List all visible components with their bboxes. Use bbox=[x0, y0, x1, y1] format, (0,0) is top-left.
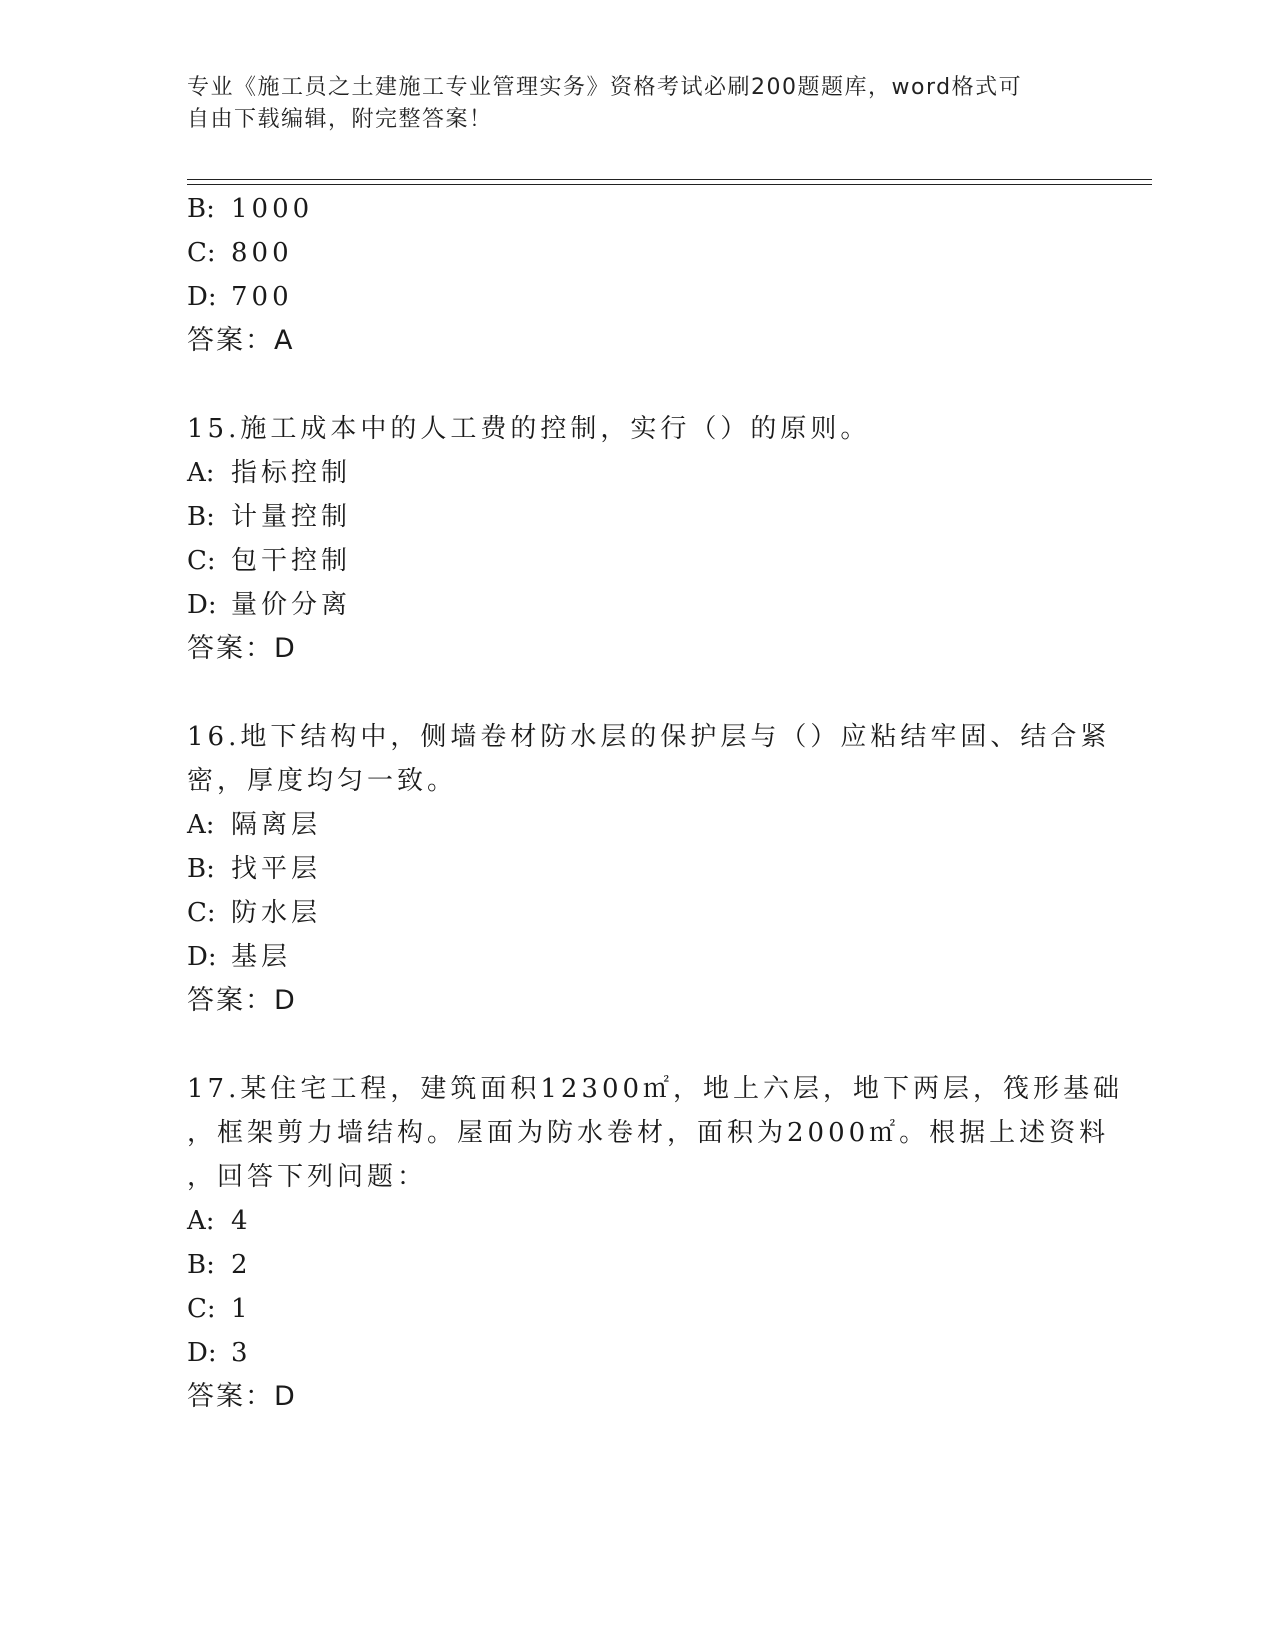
option-d bbox=[187, 588, 351, 622]
option-text: 1000 bbox=[231, 194, 314, 224]
question-stem-17-line-2: ，框架剪力墙结构。屋面为防水卷材，面积为2000㎡。根据上述资料 bbox=[187, 1118, 1110, 1148]
question-stem-16-line-1: 16.地下结构中，侧墙卷材防水层的保护层与（）应粘结牢固、结合紧 bbox=[187, 722, 1111, 752]
option-c bbox=[187, 896, 321, 930]
answer-line: 答案：D bbox=[187, 633, 297, 664]
option-key: B: bbox=[187, 194, 215, 224]
question-stem-15: 15.施工成本中的人工费的控制，实行（）的原则。 bbox=[187, 414, 871, 444]
option-key: C: bbox=[187, 546, 216, 576]
option-b bbox=[187, 1248, 252, 1282]
question-stem-17-line-1: 17.某住宅工程，建筑面积12300㎡，地上六层，地下两层，筏形基础 bbox=[187, 1074, 1124, 1104]
option-c bbox=[187, 544, 351, 578]
option-text: 基层 bbox=[231, 942, 292, 972]
option-text: 量价分离 bbox=[231, 590, 352, 620]
option-c bbox=[187, 236, 293, 270]
option-text: 指标控制 bbox=[231, 458, 352, 488]
option-key: B: bbox=[187, 854, 215, 884]
option-text: 3 bbox=[231, 1338, 252, 1368]
option-a bbox=[187, 1204, 252, 1238]
option-text: 800 bbox=[231, 238, 293, 268]
question-stem-16-line-2: 密，厚度均匀一致。 bbox=[187, 766, 458, 796]
option-key: A: bbox=[187, 458, 215, 488]
option-text: 4 bbox=[231, 1206, 252, 1236]
answer-line: 答案：D bbox=[187, 1381, 297, 1412]
option-text: 隔离层 bbox=[231, 810, 322, 840]
answer-line: 答案：D bbox=[187, 985, 297, 1016]
option-text: 700 bbox=[231, 282, 293, 312]
document-header bbox=[187, 72, 1077, 136]
option-d bbox=[187, 940, 291, 974]
option-text: 找平层 bbox=[231, 854, 322, 884]
option-key: D: bbox=[187, 282, 217, 312]
option-text: 2 bbox=[231, 1250, 252, 1280]
header-divider-bottom bbox=[187, 184, 1152, 185]
answer-line: 答案：A bbox=[187, 325, 295, 356]
option-key: B: bbox=[187, 1250, 215, 1280]
header-line-1: 专业《施工员之土建施工专业管理实务》资格考试必刷200题题库，word格式可 bbox=[187, 75, 1023, 100]
option-key: C: bbox=[187, 1294, 216, 1324]
option-a bbox=[187, 456, 351, 490]
option-b bbox=[187, 192, 313, 226]
option-text: 防水层 bbox=[231, 898, 322, 928]
option-text: 1 bbox=[231, 1294, 252, 1324]
header-line-2: 自由下载编辑，附完整答案！ bbox=[187, 107, 493, 132]
option-key: A: bbox=[187, 810, 215, 840]
option-a bbox=[187, 808, 321, 842]
option-b bbox=[187, 500, 351, 534]
header-divider-top bbox=[187, 179, 1152, 180]
option-key: B: bbox=[187, 502, 215, 532]
option-d bbox=[187, 280, 293, 314]
option-b bbox=[187, 852, 321, 886]
option-c bbox=[187, 1292, 252, 1326]
option-key: A: bbox=[187, 1206, 215, 1236]
option-text: 计量控制 bbox=[231, 502, 352, 532]
option-key: C: bbox=[187, 898, 216, 928]
option-key: C: bbox=[187, 238, 216, 268]
option-text: 包干控制 bbox=[231, 546, 352, 576]
question-stem-17-line-3: ，回答下列问题： bbox=[187, 1162, 428, 1192]
option-d bbox=[187, 1336, 252, 1370]
option-key: D: bbox=[187, 1338, 217, 1368]
option-key: D: bbox=[187, 942, 217, 972]
option-key: D: bbox=[187, 590, 217, 620]
